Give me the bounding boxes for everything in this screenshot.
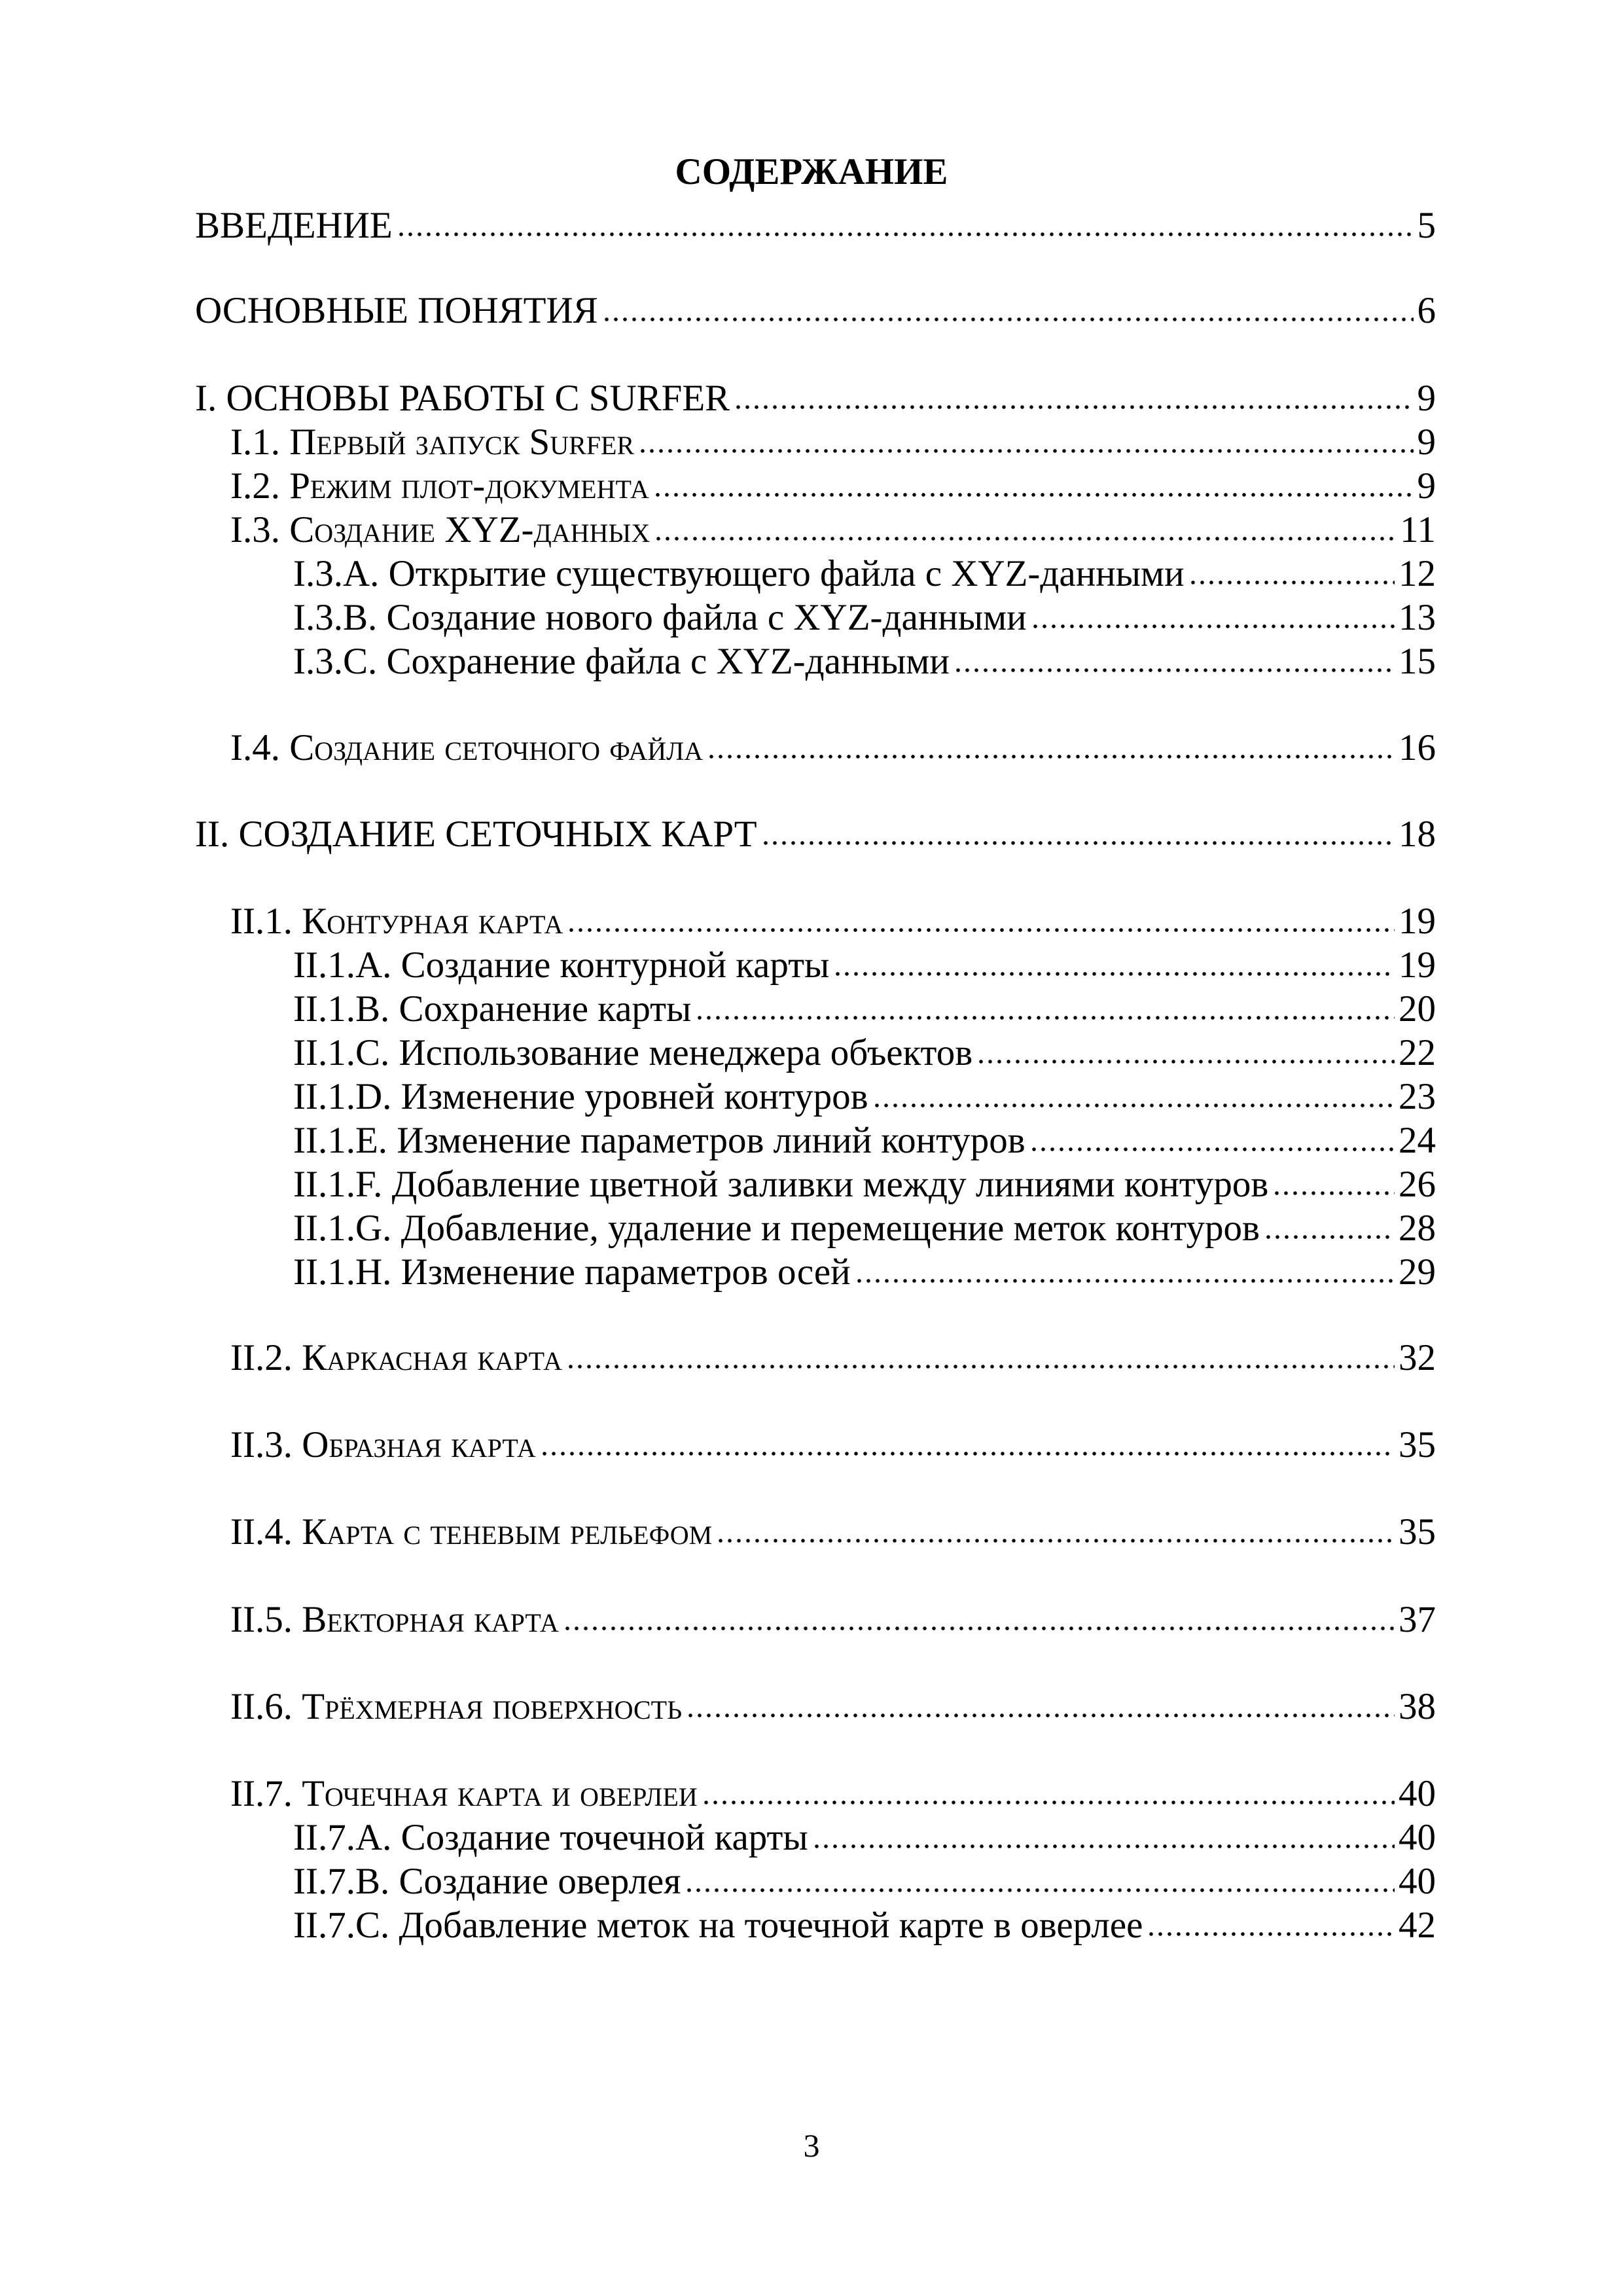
dot-leader xyxy=(563,1626,1395,1631)
toc-entry-page: 13 xyxy=(1399,597,1436,638)
toc-entry-1-4[interactable] xyxy=(230,725,1436,771)
toc-entry-1-3-a[interactable] xyxy=(293,551,1436,597)
toc-entry-label: II.7.A. Создание точечной карты xyxy=(293,1817,808,1858)
toc-entry-2-7[interactable] xyxy=(230,1771,1436,1817)
toc-entry-page: 9 xyxy=(1417,422,1436,463)
dot-leader xyxy=(702,1800,1395,1805)
toc-entry-page: 9 xyxy=(1417,378,1436,419)
toc-entry-page: 40 xyxy=(1399,1817,1436,1858)
toc-entry-introduction[interactable] xyxy=(195,203,1436,249)
toc-entry-label: II.1.C. Использование менеджера объектов xyxy=(293,1032,973,1073)
toc-entry-1-3[interactable] xyxy=(230,507,1436,553)
toc-entry-page: 23 xyxy=(1399,1076,1436,1117)
toc-entry-label: ОСНОВНЫЕ ПОНЯТИЯ xyxy=(195,290,598,331)
toc-entry-label: II.2. Каркасная карта xyxy=(230,1337,562,1378)
toc-entry-page: 35 xyxy=(1399,1424,1436,1465)
toc-entry-label: II.6. Трёхмерная поверхность xyxy=(230,1686,683,1727)
toc-entry-page: 24 xyxy=(1399,1120,1436,1161)
dot-leader xyxy=(540,1451,1395,1456)
toc-entry-label: II.1.G. Добавление, удаление и перемещение меток контуров xyxy=(293,1208,1260,1249)
toc-entry-page: 40 xyxy=(1399,1861,1436,1902)
dot-leader xyxy=(954,668,1395,673)
toc-entry-2-1[interactable] xyxy=(230,899,1436,944)
dot-leader xyxy=(654,536,1396,541)
toc-entry-page: 11 xyxy=(1400,509,1436,550)
dot-leader xyxy=(1188,580,1395,585)
toc-entry-2-3[interactable] xyxy=(230,1422,1436,1468)
dot-leader xyxy=(638,448,1413,454)
dot-leader xyxy=(1031,624,1395,629)
toc-entry-page: 20 xyxy=(1399,988,1436,1030)
toc-entry-2-1-h[interactable] xyxy=(293,1249,1436,1295)
toc-entry-2-1-d[interactable] xyxy=(293,1074,1436,1120)
toc-entry-label: II. СОЗДАНИЕ СЕТОЧНЫХ КАРТ xyxy=(195,814,757,855)
toc-entry-label: I. ОСНОВЫ РАБОТЫ С SURFER xyxy=(195,378,730,419)
toc-entry-label: II.7. Точечная карта и оверлеи xyxy=(230,1773,698,1814)
dot-leader xyxy=(567,927,1395,933)
dot-leader xyxy=(855,1278,1395,1283)
toc-entry-label: II.1.B. Сохранение карты xyxy=(293,988,692,1030)
toc-entry-label: II.5. Векторная карта xyxy=(230,1599,559,1640)
dot-leader xyxy=(602,317,1414,322)
dot-leader xyxy=(812,1844,1395,1849)
toc-entry-page: 29 xyxy=(1399,1251,1436,1293)
toc-entry-page: 16 xyxy=(1399,727,1436,768)
dot-leader xyxy=(653,492,1414,497)
dot-leader xyxy=(695,1015,1395,1020)
toc-entry-page: 19 xyxy=(1399,944,1436,986)
toc-entry-1-2[interactable] xyxy=(230,463,1436,509)
toc-entry-label: II.7.C. Добавление меток на точечной карте в оверлее xyxy=(293,1905,1143,1946)
dot-leader xyxy=(872,1103,1395,1108)
page-number: 3 xyxy=(803,2127,820,2164)
toc-entry-2-1-b[interactable] xyxy=(293,986,1436,1032)
dot-leader xyxy=(1264,1234,1395,1240)
toc-entry-1-3-b[interactable] xyxy=(293,595,1436,641)
dot-leader xyxy=(833,971,1395,977)
dot-leader xyxy=(397,232,1414,237)
toc-entry-label: I.4. Создание сеточного файла xyxy=(230,727,704,768)
toc-entry-label: II.4. Карта с теневым рельефом xyxy=(230,1511,713,1552)
toc-entry-label: II.1. Контурная карта xyxy=(230,901,563,942)
dot-leader xyxy=(686,1713,1395,1718)
toc-entry-page: 19 xyxy=(1399,901,1436,942)
toc-entry-label: I.3. Создание XYZ-данных xyxy=(230,509,651,550)
toc-entry-label: II.7.B. Создание оверлея xyxy=(293,1861,681,1902)
toc-entry-label: I.3.B. Создание нового файла с XYZ-данными xyxy=(293,597,1027,638)
toc-entry-label: II.1.E. Изменение параметров линий контуров xyxy=(293,1120,1026,1161)
page-title: СОДЕРЖАНИЕ xyxy=(675,151,948,192)
toc-entry-page: 35 xyxy=(1399,1511,1436,1552)
dot-leader xyxy=(685,1888,1395,1893)
dot-leader xyxy=(761,840,1395,846)
toc-entry-page: 40 xyxy=(1399,1773,1436,1814)
toc-entry-page: 28 xyxy=(1399,1208,1436,1249)
toc-entry-2-5[interactable] xyxy=(230,1597,1436,1643)
toc-entry-label: II.3. Образная карта xyxy=(230,1424,536,1465)
toc-entry-2-2[interactable] xyxy=(230,1335,1436,1381)
toc-entry-label: I.3.C. Сохранение файла с XYZ-данными xyxy=(293,641,950,682)
toc-entry-2-1-f[interactable] xyxy=(293,1162,1436,1208)
toc-entry-2-1-c[interactable] xyxy=(293,1030,1436,1076)
toc-entry-label: II.1.D. Изменение уровней контуров xyxy=(293,1076,868,1117)
toc-entry-label: I.1. Первый запуск Surfer xyxy=(230,422,635,463)
toc-entry-label: II.1.F. Добавление цветной заливки между линиями контуров xyxy=(293,1164,1269,1205)
toc-entry-label: I.3.A. Открытие существующего файла с XYZ-данными xyxy=(293,553,1185,594)
toc-entry-page: 42 xyxy=(1399,1905,1436,1946)
toc-entry-2-1-g[interactable] xyxy=(293,1206,1436,1251)
dot-leader xyxy=(707,754,1395,759)
toc-entry-1-1[interactable] xyxy=(230,420,1436,465)
toc-entry-label: ВВЕДЕНИЕ xyxy=(195,205,393,246)
toc-entry-page: 9 xyxy=(1417,465,1436,507)
toc-entry-page: 12 xyxy=(1399,553,1436,594)
table-of-contents xyxy=(195,0,1436,2296)
toc-entry-page: 38 xyxy=(1399,1686,1436,1727)
toc-entry-page: 6 xyxy=(1417,290,1436,331)
toc-entry-chapter-1[interactable] xyxy=(195,376,1436,422)
dot-leader xyxy=(566,1364,1395,1369)
toc-entry-2-7-a[interactable] xyxy=(293,1815,1436,1861)
toc-entry-2-4[interactable] xyxy=(230,1509,1436,1555)
toc-entry-chapter-2[interactable] xyxy=(195,812,1436,857)
toc-entry-2-7-b[interactable] xyxy=(293,1859,1436,1905)
toc-entry-2-7-c[interactable] xyxy=(293,1903,1436,1948)
toc-entry-page: 5 xyxy=(1417,205,1436,246)
dot-leader xyxy=(1272,1191,1395,1196)
toc-entry-page: 18 xyxy=(1399,814,1436,855)
dot-leader xyxy=(716,1538,1395,1543)
toc-entry-label: II.1.A. Создание контурной карты xyxy=(293,944,830,986)
toc-entry-2-1-a[interactable] xyxy=(293,942,1436,988)
dot-leader xyxy=(1147,1931,1395,1937)
toc-entry-label: II.1.H. Изменение параметров осей xyxy=(293,1251,851,1293)
toc-entry-label: I.2. Режим плот-документа xyxy=(230,465,649,507)
toc-entry-2-1-e[interactable] xyxy=(293,1118,1436,1164)
toc-entry-2-6[interactable] xyxy=(230,1684,1436,1730)
toc-entry-page: 15 xyxy=(1399,641,1436,682)
dot-leader xyxy=(976,1059,1395,1064)
toc-entry-page: 26 xyxy=(1399,1164,1436,1205)
toc-entry-page: 22 xyxy=(1399,1032,1436,1073)
toc-entry-page: 37 xyxy=(1399,1599,1436,1640)
toc-entry-1-3-c[interactable] xyxy=(293,639,1436,685)
toc-entry-basic-concepts[interactable] xyxy=(195,288,1436,334)
dot-leader xyxy=(734,404,1413,410)
dot-leader xyxy=(1029,1147,1395,1152)
toc-entry-page: 32 xyxy=(1399,1337,1436,1378)
